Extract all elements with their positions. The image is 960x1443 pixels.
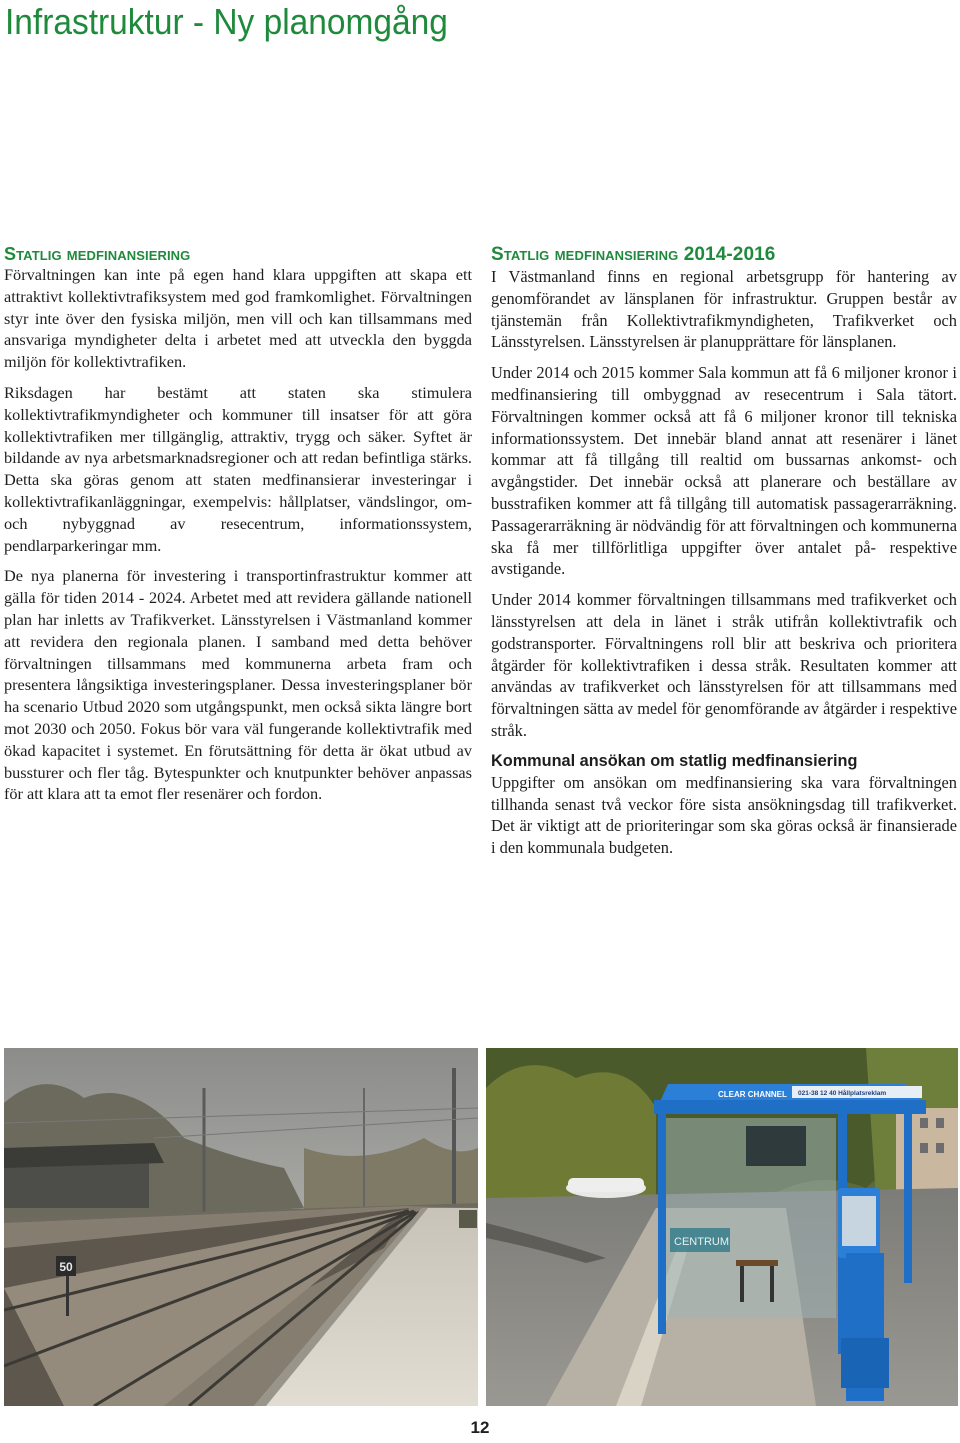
right-paragraph-1: I Västmanland finns en regional arbetsgrupp för hantering av genomförandet av länsplanen för infrastruktur. Gruppen består av tjänstemän från Kollektivtrafikmyndigheten, Trafikverket och Länsstyrelsen. Länsstyrelsen är planupprättare för länsplanen. (491, 267, 957, 352)
right-section-heading: Statlig medfinansiering 2014-2016 (491, 244, 776, 265)
left-paragraph-3: De nya planerna för investering i transportinfrastruktur kommer att gälla för tiden 2014 - 2024. Arbetet med att revidera gällande nationell plan har inletts av Trafikverket. Länsstyrelsen i Västmanland kommer att revidera den regionala planen. I samband med detta behöver förvaltningen tillsammans med kommunerna arbeta fram och presentera långsiktiga investeringsplaner. Dessa investeringsplaner bör ha scenario Utbud 2020 som utgångspunkt, men också sikta längre bort mot 2030 och 2050. Fokus bör vara väl fungerande kollektivtrafik med ökad kapacitet i systemet. En förutsättning för detta är ökat utbud av bussturer och fler tåg. Bytespunkter och knutpunkter behöver anpassas för att klara att ta emot fler resenärer och fordon. (4, 566, 472, 804)
left-paragraph-1: Förvaltningen kan inte på egen hand klara uppgiften att skapa ett attraktivt kollektivtrafiksystem med god framkomlighet. Förvaltningen styr inte över den fysiska miljön, men vill och kan tillsammans med ansvariga myndigheter delta i arbetet med att utveckla den byggda miljön för kollektivtrafiken. (4, 265, 472, 372)
ad-phone-text: 021-38 12 40 Hållplatsreklam (798, 1090, 887, 1097)
ad-brand-text: CLEAR CHANNEL (718, 1090, 787, 1099)
bus-shelter-photo (486, 1048, 958, 1406)
right-column (491, 244, 957, 868)
right-sub-paragraph-1: Uppgifter om ansökan om medfinansiering ska vara förvaltningen tillhanda senast två veckor före sista ansökningsdag till trafikverket. Det är viktigt att de prioriteringar som ska göras också är finansierade i den kommunala budgeten. (491, 772, 957, 858)
left-paragraph-2: Riksdagen har bestämt att staten ska stimulera kollektivtrafikmyndigheter och kommuner till insatser för att göra kollektivtrafiken mer tillgänglig, attraktiv, trygg och säker. Syftet är bildande av nya arbetsmarknadsregioner och att redan befintliga stärks. Detta ska göras genom att staten medfinansierar investeringar i kollektivtrafikanläggningar, exempelvis: hållplatser, vändslingor, om- och nybyggnad av resecentrum, informationssystem, pendlarparkeringar mm. (4, 382, 472, 555)
right-paragraph-2: Under 2014 och 2015 kommer Sala kommun att få 6 miljoner kronor i medfinansiering till ombyggnad av resecentrum i Sala tätort. Förvaltningen kommer också att få 6 miljoner kronor till tekniska informationssystem. Det innebär bland annat att resenärer i länet kommar att få tillgång till realtid om bussarnas ankomst- och avgångstider. Det innebär också att planerare och beställare av busstrafiken kommer att få tillgång till automatisk passagerarräkning. Passagerarräkning är nödvändig för att förvaltningen och kommunerna ska få mer tillförlitliga uppgifter över antalet på- respektive avstigande. (491, 363, 957, 579)
speed-sign-text: 50 (59, 1260, 73, 1274)
right-subheading: Kommunal ansökan om statlig medfinansiering (491, 751, 858, 770)
page-number: 12 (470, 1418, 490, 1437)
left-section-heading: Statlig medfinansiering (4, 244, 191, 264)
railway-platform-photo (4, 1048, 478, 1406)
page-title: Infrastruktur - Ny planomgång (5, 1, 448, 42)
shelter-sign-text: CENTRUM (674, 1236, 729, 1248)
right-paragraph-3: Under 2014 kommer förvaltningen tillsammans med trafikverket och länsstyrelsen att dela in länet i stråk utifrån kollektivtrafik och godstransporter. Förvaltningens roll blir att beskriva och prioritera åtgärder för kollektivtrafiken i dessa stråk. Resultaten kommer att användas av trafikverket och länsstyrelsen för att tillsammans med förvaltningen sätta av medel för genomförande av åtgärder i respektive stråk. (491, 590, 957, 740)
left-column (4, 244, 472, 814)
